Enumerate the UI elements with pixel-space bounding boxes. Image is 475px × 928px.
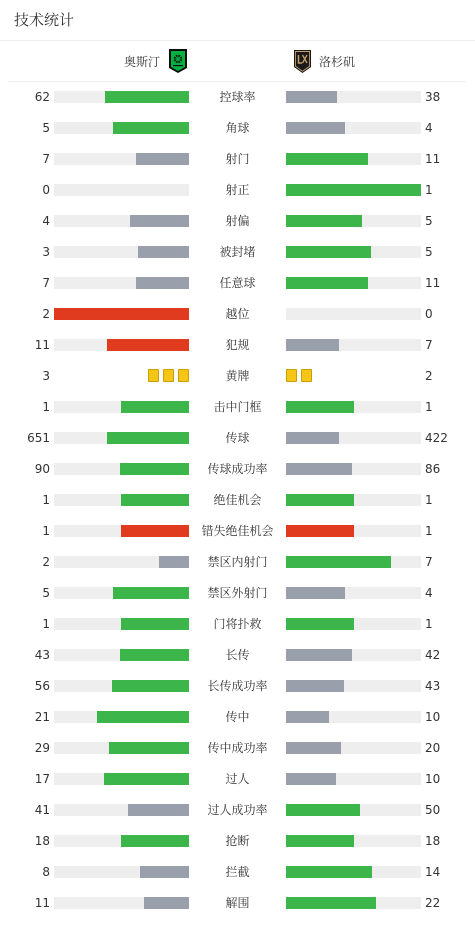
stat-label: 禁区内射门 — [207, 555, 268, 569]
away-stat-value: 43 — [425, 679, 441, 693]
away-stat-value: 1 — [425, 183, 433, 197]
stat-row — [0, 184, 475, 215]
home-stat-value: 1 — [42, 400, 50, 414]
home-stat-bar-track — [54, 401, 189, 413]
away-stat-value: 7 — [425, 338, 433, 352]
stat-row — [0, 804, 475, 835]
home-stat-bar — [136, 153, 189, 165]
yellow-card-icon — [148, 369, 159, 382]
home-stat-bar-track — [54, 711, 189, 723]
stat-label: 过人 — [225, 772, 250, 786]
home-team-name: 奥斯汀 — [123, 54, 160, 69]
stat-row — [0, 91, 475, 122]
away-stat-bar — [286, 91, 337, 103]
home-stat-bar — [107, 432, 189, 444]
home-stat-value: 3 — [42, 369, 50, 383]
away-stat-bar — [286, 804, 360, 816]
stat-row — [0, 618, 475, 649]
home-yellow-cards — [148, 369, 189, 382]
stat-row — [0, 432, 475, 463]
home-stat-bar — [130, 215, 189, 227]
home-stat-value: 1 — [42, 617, 50, 631]
home-stat-value: 1 — [42, 524, 50, 538]
away-stat-bar — [286, 835, 354, 847]
away-stat-bar-track — [286, 556, 421, 568]
stat-row — [0, 711, 475, 742]
away-stat-value: 4 — [425, 121, 433, 135]
away-stat-value: 0 — [425, 307, 433, 321]
stat-label: 长传成功率 — [207, 679, 268, 693]
home-stat-bar — [112, 680, 189, 692]
away-stat-bar — [286, 494, 354, 506]
away-stat-bar — [286, 742, 341, 754]
away-stat-bar-track — [286, 153, 421, 165]
section-title: 技术统计 — [14, 11, 75, 29]
stat-label: 拦截 — [225, 865, 250, 879]
away-stat-bar-track — [286, 711, 421, 723]
home-stat-value: 11 — [34, 338, 50, 352]
away-stat-bar-track — [286, 308, 421, 320]
home-stat-value: 651 — [27, 431, 50, 445]
stat-row — [0, 742, 475, 773]
stat-row — [0, 401, 475, 432]
home-stat-bar — [136, 277, 189, 289]
stat-label: 传中成功率 — [207, 741, 268, 755]
stat-row — [0, 897, 475, 928]
away-stat-bar-track — [286, 835, 421, 847]
home-stat-value: 11 — [34, 896, 50, 910]
away-stat-bar-track — [286, 184, 421, 196]
home-stat-value: 3 — [42, 245, 50, 259]
home-stat-bar-track — [54, 866, 189, 878]
away-stat-value: 42 — [425, 648, 441, 662]
away-stat-value: 422 — [425, 431, 448, 445]
away-stat-value: 18 — [425, 834, 441, 848]
stat-row — [0, 649, 475, 680]
away-stat-value: 2 — [425, 369, 433, 383]
away-stat-value: 4 — [425, 586, 433, 600]
home-stat-bar-track — [54, 277, 189, 289]
home-stat-bar-track — [54, 215, 189, 227]
away-stat-value: 10 — [425, 710, 441, 724]
home-stat-bar — [140, 866, 189, 878]
away-stat-value: 11 — [425, 276, 441, 290]
home-stat-value: 2 — [42, 555, 50, 569]
home-stat-bar — [128, 804, 189, 816]
home-stat-bar-track — [54, 835, 189, 847]
away-stat-bar-track — [286, 618, 421, 630]
stat-label: 任意球 — [219, 276, 256, 290]
stat-label: 传中 — [225, 710, 250, 724]
away-stat-bar-track — [286, 587, 421, 599]
home-stat-bar — [121, 525, 189, 537]
home-stat-bar-track — [54, 308, 189, 320]
away-stat-bar — [286, 525, 354, 537]
home-stat-value: 17 — [34, 772, 50, 786]
home-stat-bar — [144, 897, 189, 909]
home-team-header[interactable] — [0, 47, 188, 75]
stat-row — [0, 866, 475, 897]
away-stat-value: 1 — [425, 617, 433, 631]
away-stat-bar-track — [286, 525, 421, 537]
home-stat-bar-track — [54, 246, 189, 258]
away-stat-bar-track — [286, 742, 421, 754]
away-stat-bar — [286, 587, 345, 599]
away-stat-bar — [286, 432, 339, 444]
home-stat-bar-track — [54, 122, 189, 134]
home-stat-bar-track — [54, 184, 189, 196]
home-stat-value: 43 — [34, 648, 50, 662]
home-stat-bar — [121, 494, 189, 506]
home-stat-value: 7 — [42, 152, 50, 166]
stat-row — [0, 370, 475, 401]
stat-label: 传球 — [225, 431, 250, 445]
stat-label: 击中门框 — [213, 400, 262, 414]
stat-row — [0, 680, 475, 711]
stat-row — [0, 308, 475, 339]
away-stat-bar — [286, 277, 368, 289]
stat-label: 长传 — [225, 648, 250, 662]
stat-row — [0, 556, 475, 587]
away-stat-bar-track — [286, 91, 421, 103]
away-stat-bar — [286, 618, 354, 630]
home-stat-bar — [120, 649, 189, 661]
home-stat-bar — [159, 556, 189, 568]
yellow-card-icon — [286, 369, 297, 382]
away-stat-value: 38 — [425, 90, 441, 104]
teams-divider — [8, 81, 466, 82]
stat-label: 被封堵 — [219, 245, 256, 259]
home-stat-bar-track — [54, 494, 189, 506]
away-stat-bar — [286, 680, 344, 692]
stat-label: 错失绝佳机会 — [201, 524, 274, 538]
stat-label: 射门 — [225, 152, 250, 166]
away-stat-bar — [286, 773, 336, 785]
home-stat-bar-track — [54, 153, 189, 165]
stat-label: 黄牌 — [225, 369, 250, 383]
home-stat-bar — [138, 246, 189, 258]
stat-label: 射偏 — [225, 214, 250, 228]
away-stat-bar — [286, 897, 376, 909]
stat-row — [0, 122, 475, 153]
header-divider — [0, 40, 475, 41]
away-stat-value: 11 — [425, 152, 441, 166]
stat-label: 传球成功率 — [207, 462, 268, 476]
stat-row — [0, 494, 475, 525]
away-stat-value: 22 — [425, 896, 441, 910]
away-stat-bar-track — [286, 122, 421, 134]
away-stat-bar — [286, 153, 368, 165]
away-stat-value: 5 — [425, 245, 433, 259]
away-stat-bar-track — [286, 494, 421, 506]
stat-label: 越位 — [225, 307, 250, 321]
home-stat-bar — [113, 122, 189, 134]
away-team-header[interactable] — [293, 47, 453, 75]
home-stat-value: 90 — [34, 462, 50, 476]
home-stat-bar — [113, 587, 189, 599]
away-stat-value: 10 — [425, 772, 441, 786]
stat-label: 抢断 — [225, 834, 250, 848]
home-stat-value: 0 — [42, 183, 50, 197]
away-stat-value: 14 — [425, 865, 441, 879]
home-stat-bar-track — [54, 587, 189, 599]
away-stat-value: 1 — [425, 493, 433, 507]
stat-row — [0, 153, 475, 184]
stat-row — [0, 246, 475, 277]
stat-label: 犯规 — [225, 338, 250, 352]
stat-row — [0, 587, 475, 618]
home-stat-bar — [121, 401, 189, 413]
away-stat-bar-track — [286, 804, 421, 816]
home-stat-bar-track — [54, 556, 189, 568]
away-yellow-cards — [286, 369, 312, 382]
home-stat-bar-track — [54, 432, 189, 444]
home-stat-value: 62 — [34, 90, 50, 104]
home-stat-bar-track — [54, 339, 189, 351]
stat-row — [0, 525, 475, 556]
away-stat-bar — [286, 184, 421, 196]
home-stat-bar-track — [54, 463, 189, 475]
away-stat-bar — [286, 401, 354, 413]
away-stat-bar-track — [286, 215, 421, 227]
home-stat-value: 18 — [34, 834, 50, 848]
home-stat-bar — [121, 835, 189, 847]
away-stat-bar-track — [286, 649, 421, 661]
stat-label: 绝佳机会 — [213, 493, 262, 507]
away-stat-bar — [286, 122, 345, 134]
away-stat-bar-track — [286, 680, 421, 692]
away-stat-bar-track — [286, 773, 421, 785]
away-stat-bar — [286, 866, 372, 878]
away-stat-value: 1 — [425, 400, 433, 414]
yellow-card-icon — [178, 369, 189, 382]
away-stat-value: 50 — [425, 803, 441, 817]
home-stat-bar-track — [54, 742, 189, 754]
home-stat-value: 4 — [42, 214, 50, 228]
stat-label: 门将扑救 — [213, 617, 262, 631]
away-stat-value: 7 — [425, 555, 433, 569]
stat-row — [0, 339, 475, 370]
away-stat-bar-track — [286, 432, 421, 444]
home-stat-bar — [97, 711, 189, 723]
stat-label: 禁区外射门 — [207, 586, 268, 600]
austin-fc-logo-icon — [168, 48, 188, 74]
home-stat-value: 5 — [42, 586, 50, 600]
home-stat-bar-track — [54, 804, 189, 816]
home-stat-bar — [109, 742, 189, 754]
stat-label: 过人成功率 — [207, 803, 268, 817]
home-stat-value: 8 — [42, 865, 50, 879]
home-stat-bar — [105, 91, 189, 103]
away-stat-bar — [286, 463, 352, 475]
stat-label: 角球 — [225, 121, 250, 135]
away-stat-bar-track — [286, 246, 421, 258]
away-stat-bar-track — [286, 463, 421, 475]
away-stat-bar-track — [286, 277, 421, 289]
away-team-name: 洛杉矶 — [319, 54, 356, 69]
stat-row — [0, 835, 475, 866]
home-stat-value: 56 — [34, 679, 50, 693]
home-stat-bar-track — [54, 649, 189, 661]
away-stat-bar — [286, 711, 329, 723]
away-stat-bar-track — [286, 401, 421, 413]
home-stat-value: 1 — [42, 493, 50, 507]
away-stat-bar — [286, 556, 391, 568]
home-stat-bar — [121, 618, 189, 630]
stat-row — [0, 463, 475, 494]
away-stat-bar — [286, 246, 371, 258]
stat-row — [0, 215, 475, 246]
stat-row — [0, 773, 475, 804]
home-stat-bar — [54, 308, 189, 320]
stat-label: 射正 — [225, 183, 250, 197]
away-stat-value: 20 — [425, 741, 441, 755]
yellow-card-icon — [163, 369, 174, 382]
stat-label: 解围 — [225, 896, 250, 910]
away-stat-bar — [286, 649, 352, 661]
away-stat-bar-track — [286, 866, 421, 878]
stat-row — [0, 277, 475, 308]
home-stat-value: 41 — [34, 803, 50, 817]
away-stat-bar-track — [286, 339, 421, 351]
away-stat-value: 86 — [425, 462, 441, 476]
home-stat-bar-track — [54, 525, 189, 537]
away-stat-bar-track — [286, 897, 421, 909]
home-stat-value: 7 — [42, 276, 50, 290]
stat-label: 控球率 — [219, 90, 256, 104]
yellow-card-icon — [301, 369, 312, 382]
home-stat-bar — [104, 773, 189, 785]
away-stat-value: 5 — [425, 214, 433, 228]
away-stat-value: 1 — [425, 524, 433, 538]
home-stat-value: 21 — [34, 710, 50, 724]
home-stat-bar — [107, 339, 189, 351]
home-stat-bar-track — [54, 897, 189, 909]
home-stat-value: 2 — [42, 307, 50, 321]
away-stat-bar — [286, 339, 339, 351]
home-stat-bar — [120, 463, 189, 475]
home-stat-value: 29 — [34, 741, 50, 755]
home-stat-bar-track — [54, 680, 189, 692]
home-stat-bar-track — [54, 773, 189, 785]
away-stat-bar — [286, 215, 362, 227]
home-stat-bar-track — [54, 91, 189, 103]
home-stat-bar-track — [54, 618, 189, 630]
lafc-logo-icon — [293, 49, 312, 74]
home-stat-value: 5 — [42, 121, 50, 135]
